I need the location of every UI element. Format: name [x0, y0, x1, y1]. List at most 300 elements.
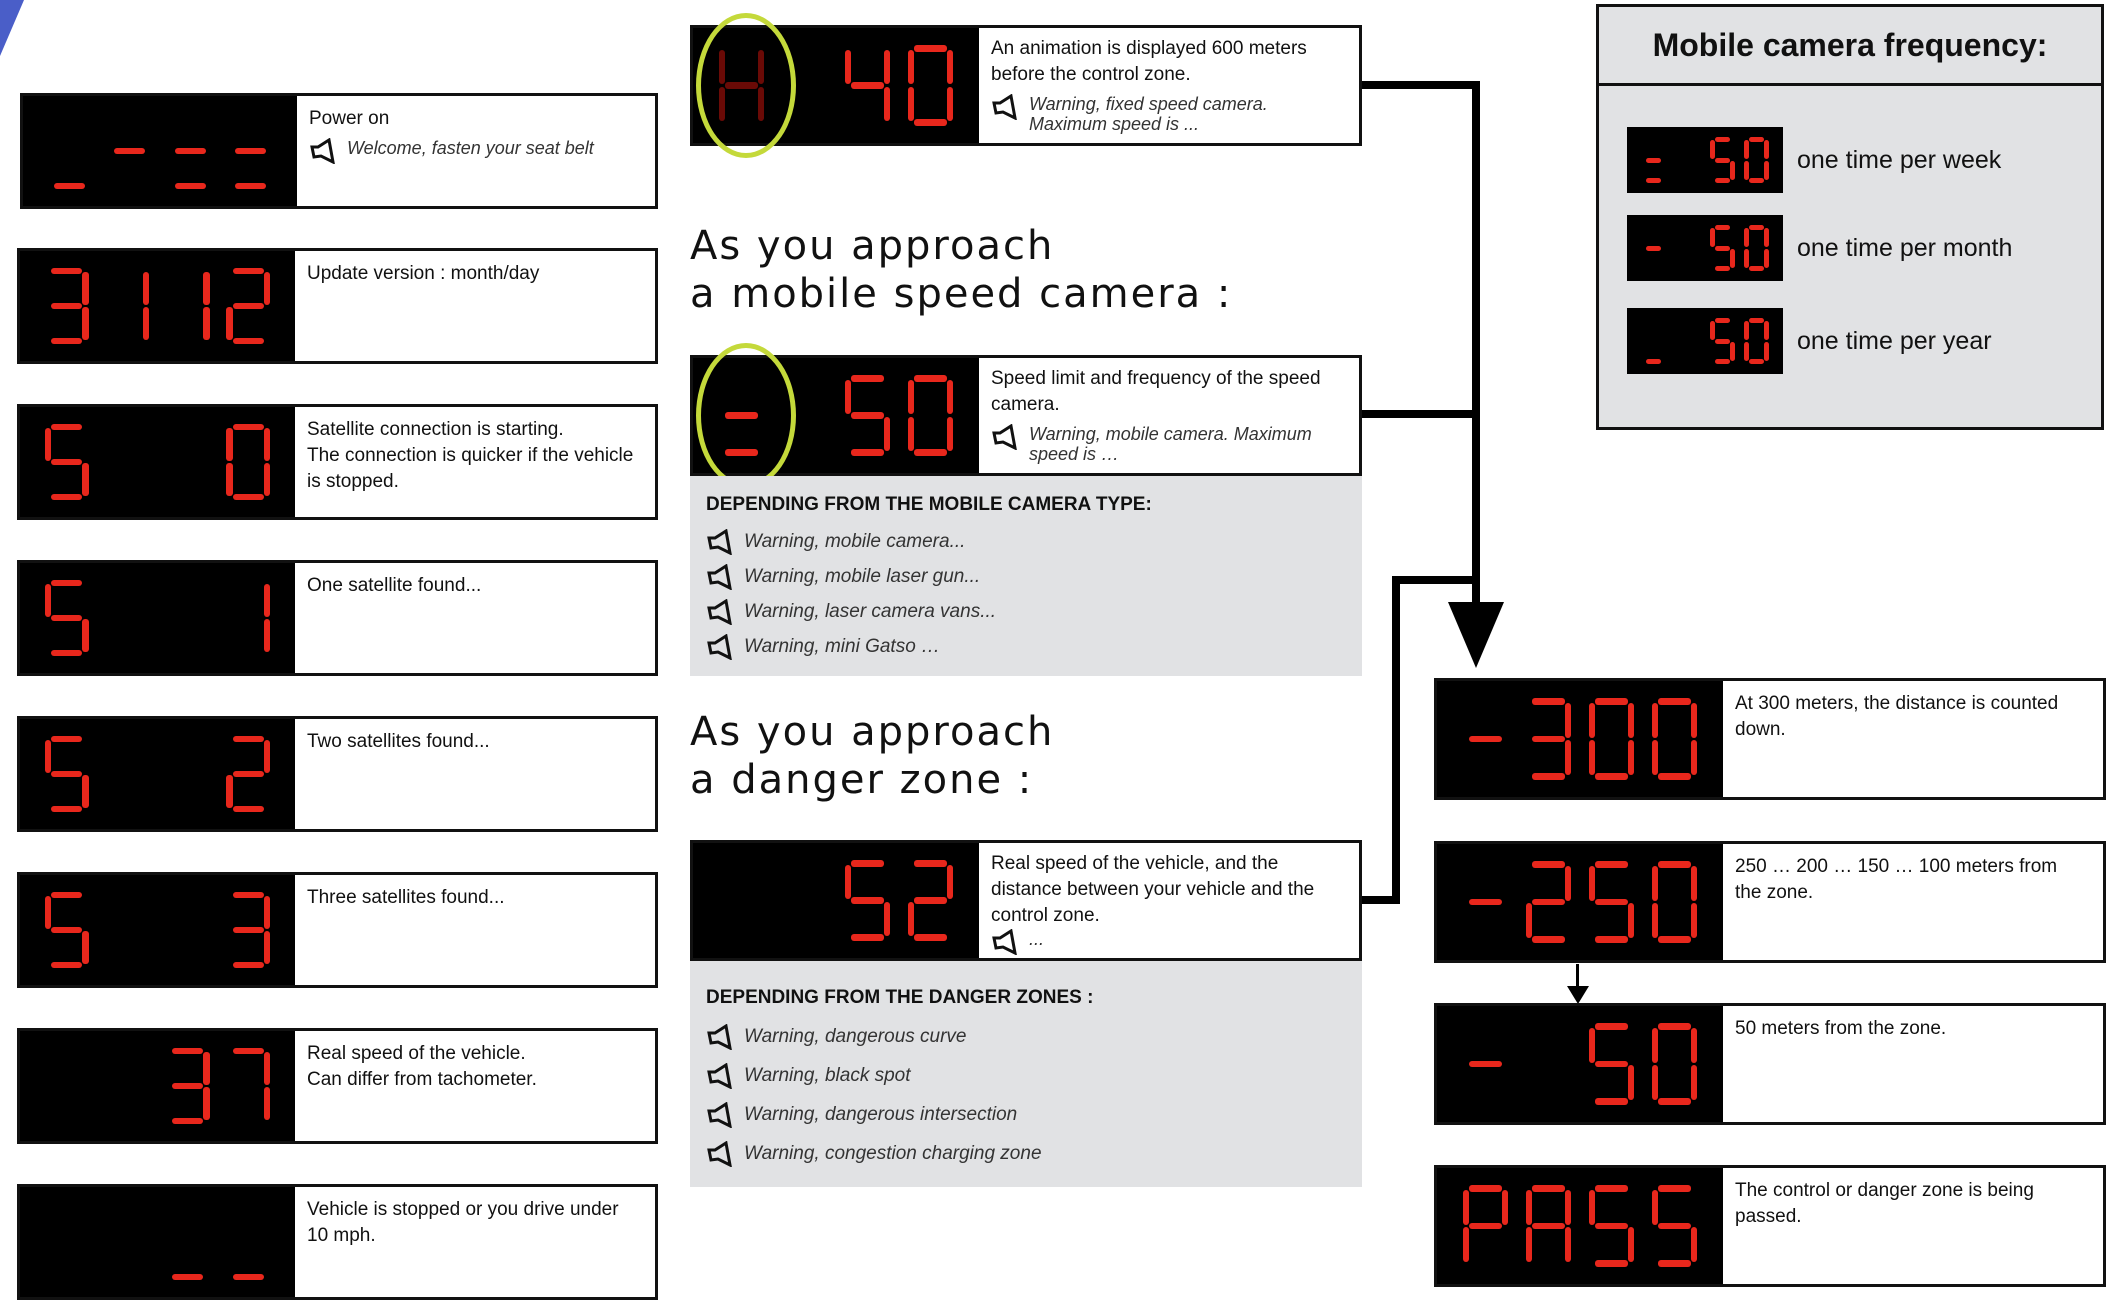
right-card-1 [1434, 841, 2106, 963]
corner-decoration [0, 0, 30, 60]
list-item: Warning, mobile camera... [744, 530, 966, 552]
led-segment [175, 148, 206, 154]
card-desc: Real speed of the vehicle. [307, 1043, 526, 1064]
led-segment [1595, 1098, 1628, 1104]
led-segment [1764, 140, 1769, 159]
led-segment [1589, 1028, 1595, 1063]
led-segment [1691, 740, 1697, 775]
card-desc: Two satellites found... [307, 731, 490, 752]
led-segment [172, 1083, 203, 1089]
led-segment [1658, 1098, 1691, 1104]
led-segment [1744, 249, 1749, 268]
speaker-icon [706, 564, 736, 590]
list-item: Warning, dangerous intersection [744, 1103, 1018, 1125]
led-segment [1463, 1227, 1469, 1262]
led-segment [51, 892, 82, 898]
led-segment [114, 148, 145, 154]
led-segment [264, 584, 270, 617]
led-segment [1526, 1227, 1532, 1262]
led-segment [51, 268, 82, 274]
led-display [23, 96, 297, 206]
voice-message: ... [1029, 929, 1045, 949]
led-segment [1744, 228, 1749, 247]
led-segment [1532, 773, 1565, 779]
led-segment [264, 896, 270, 929]
led-segment [264, 1052, 270, 1085]
led-segment [1589, 703, 1595, 738]
led-segment [226, 307, 232, 340]
led-segment [143, 272, 149, 305]
led-segment [1565, 1190, 1571, 1225]
led-segment [1744, 161, 1749, 180]
card-desc: One satellite found... [307, 575, 482, 596]
led-segment [1691, 903, 1697, 938]
led-segment [1502, 1190, 1508, 1225]
card-desc: Three satellites found... [307, 887, 505, 908]
speaker-icon [706, 529, 736, 555]
led-segment [1463, 1190, 1469, 1225]
connector [1392, 576, 1400, 904]
led-segment [1715, 158, 1730, 163]
led-segment [1595, 861, 1628, 867]
led-segment [1764, 321, 1769, 340]
led-segment [172, 1118, 203, 1124]
left-card-6 [17, 1028, 658, 1144]
led-segment [264, 272, 270, 305]
led-segment [226, 775, 232, 808]
led-segment [1730, 342, 1735, 361]
led-segment [226, 428, 232, 461]
led-segment [1595, 1260, 1628, 1266]
led-segment [1764, 228, 1769, 247]
led-segment [51, 303, 82, 309]
led-segment [1691, 866, 1697, 901]
card-desc: before the control zone. [991, 64, 1191, 85]
led-segment [1589, 740, 1595, 775]
frequency-label: one time per week [1797, 145, 2002, 174]
led-segment [264, 931, 270, 964]
led-segment [908, 417, 914, 452]
frequency-title: Mobile camera frequency: [1599, 7, 2101, 86]
led-segment [233, 962, 264, 968]
led-segment [1532, 736, 1565, 742]
card-desc: 50 meters from the zone. [1735, 1018, 1947, 1039]
speaker-icon [991, 424, 1021, 450]
led-segment [884, 902, 890, 937]
led-segment [1730, 161, 1735, 180]
led-segment [1526, 1190, 1532, 1225]
led-segment [51, 424, 82, 430]
led-segment [1646, 359, 1661, 364]
list-item: Warning, laser camera vans... [744, 600, 997, 622]
led-segment [1691, 1065, 1697, 1100]
led-segment [1646, 158, 1661, 163]
led-segment [82, 272, 88, 305]
led-segment [1715, 137, 1730, 142]
led-segment [908, 50, 914, 85]
left-card-1 [17, 248, 658, 364]
led-segment [947, 865, 953, 900]
led-display [20, 1031, 295, 1141]
led-segment [226, 463, 232, 496]
led-segment [1652, 703, 1658, 738]
led-segment [54, 183, 85, 189]
speaker-icon [991, 929, 1021, 955]
frequency-row [1627, 215, 2012, 281]
list-item: Warning, black spot [744, 1064, 911, 1086]
card-desc: camera. [991, 394, 1060, 415]
connector [1392, 576, 1478, 584]
led-display [20, 251, 295, 361]
led-segment [51, 806, 82, 812]
led-segment [51, 927, 82, 933]
list-item: Warning, mini Gatso … [744, 635, 941, 657]
led-segment [264, 1087, 270, 1120]
led-segment [947, 417, 953, 452]
voice-message: Welcome, fasten your seat belt [347, 138, 594, 158]
frequency-row [1627, 127, 2001, 193]
led-segment [51, 771, 82, 777]
heading-line: As you approach [690, 709, 1055, 755]
card-desc: control zone. [991, 905, 1100, 926]
led-segment [1589, 866, 1595, 901]
card-desc: passed. [1735, 1206, 1802, 1227]
led-segment [1691, 1227, 1697, 1262]
led-segment [1658, 1185, 1691, 1191]
led-segment [1469, 1223, 1502, 1229]
frequency-row [1627, 308, 1992, 374]
led-segment [82, 931, 88, 964]
connector [1362, 410, 1478, 418]
led-segment [1715, 339, 1730, 344]
left-card-7 [17, 1184, 658, 1300]
panel-title: DEPENDING FROM THE DANGER ZONES : [706, 987, 1094, 1008]
led-segment [1658, 861, 1691, 867]
frequency-label: one time per month [1797, 233, 2013, 262]
voice-message: Warning, fixed speed camera. Maximum speed is ... [1029, 94, 1268, 134]
led-segment [1749, 359, 1764, 364]
heading-line: As you approach [690, 223, 1055, 269]
led-segment [51, 494, 82, 500]
led-segment [233, 736, 264, 742]
speaker-icon [706, 599, 736, 625]
led-segment [851, 934, 884, 940]
led-segment [233, 268, 264, 274]
led-segment [1730, 249, 1735, 268]
led-segment [1595, 1223, 1628, 1229]
led-segment [914, 934, 947, 940]
led-segment [1715, 318, 1730, 323]
led-segment [908, 902, 914, 937]
led-segment [1715, 225, 1730, 230]
mobile-heading [690, 222, 1232, 318]
led-display [693, 843, 979, 958]
led-segment [851, 860, 884, 866]
led-segment [45, 428, 51, 461]
led-segment [947, 87, 953, 122]
led-segment [51, 650, 82, 656]
led-segment [233, 927, 264, 933]
led-segment [851, 449, 884, 455]
danger-types-panel [690, 961, 1362, 1187]
led-segment [1764, 161, 1769, 180]
led-segment [914, 860, 947, 866]
led-segment [1658, 698, 1691, 704]
led-segment [233, 494, 264, 500]
led-display [1627, 308, 1783, 374]
led-segment [143, 307, 149, 340]
led-segment [82, 775, 88, 808]
led-segment [172, 1048, 203, 1054]
led-segment [1652, 903, 1658, 938]
card-desc: At 300 meters, the distance is counted [1735, 693, 2059, 714]
led-segment [82, 463, 88, 496]
led-segment [1691, 703, 1697, 738]
led-segment [1532, 1185, 1565, 1191]
led-segment [1532, 861, 1565, 867]
led-display [20, 1187, 295, 1297]
led-segment [82, 619, 88, 652]
led-segment [51, 338, 82, 344]
highlight-ring [696, 13, 796, 158]
card-desc: The connection is quicker if the vehicle [307, 445, 634, 466]
led-segment [914, 119, 947, 125]
danger-heading [690, 708, 1054, 804]
led-segment [233, 338, 264, 344]
led-segment [845, 865, 851, 900]
led-segment [914, 449, 947, 455]
led-segment [51, 459, 82, 465]
heading-line: a mobile speed camera : [690, 271, 1233, 317]
led-segment [45, 896, 51, 929]
led-display [1627, 215, 1783, 281]
led-segment [203, 272, 209, 305]
led-segment [1652, 740, 1658, 775]
led-segment [1628, 740, 1634, 775]
led-segment [884, 417, 890, 452]
led-segment [1595, 773, 1628, 779]
card-desc: distance between your vehicle and the [991, 879, 1315, 900]
speaker-icon [706, 1063, 736, 1089]
led-segment [851, 412, 884, 418]
speaker-icon [706, 1141, 736, 1167]
led-segment [1628, 703, 1634, 738]
led-segment [45, 584, 51, 617]
led-segment [1469, 1061, 1502, 1067]
led-segment [1715, 359, 1730, 364]
led-segment [1628, 1227, 1634, 1262]
led-segment [1628, 1065, 1634, 1100]
led-segment [1744, 321, 1749, 340]
led-segment [1595, 1023, 1628, 1029]
led-segment [1628, 903, 1634, 938]
led-segment [1658, 1260, 1691, 1266]
led-segment [908, 87, 914, 122]
connector [1362, 81, 1478, 89]
led-segment [1744, 342, 1749, 361]
left-card-0 [20, 93, 658, 209]
led-segment [1652, 866, 1658, 901]
list-item: Warning, congestion charging zone [744, 1142, 1042, 1164]
led-segment [233, 892, 264, 898]
speaker-icon [991, 94, 1021, 120]
frequency-box [1596, 4, 2104, 430]
led-display [1437, 844, 1723, 960]
led-segment [1565, 866, 1571, 901]
led-segment [51, 962, 82, 968]
left-card-5 [17, 872, 658, 988]
led-segment [1532, 936, 1565, 942]
led-segment [1565, 740, 1571, 775]
card-desc: the zone. [1735, 882, 1814, 903]
led-display [20, 719, 295, 829]
right-card-2 [1434, 1003, 2106, 1125]
card-desc: down. [1735, 719, 1786, 740]
led-segment [1646, 178, 1661, 183]
list-item: Warning, dangerous curve [744, 1025, 967, 1047]
led-segment [203, 1052, 209, 1085]
panel-title: DEPENDING FROM THE MOBILE CAMERA TYPE: [706, 494, 1152, 515]
led-segment [233, 771, 264, 777]
led-segment [1532, 899, 1565, 905]
card-desc: Satellite connection is starting. [307, 419, 564, 440]
led-segment [1764, 342, 1769, 361]
led-segment [1749, 266, 1764, 271]
led-segment [1710, 140, 1715, 159]
led-segment [235, 183, 266, 189]
frequency-label: one time per year [1797, 326, 1992, 355]
voice-message: Warning, mobile camera. Maximum speed is … [1029, 424, 1312, 464]
led-segment [45, 740, 51, 773]
left-card-2 [17, 404, 658, 520]
led-segment [82, 307, 88, 340]
led-segment [1565, 703, 1571, 738]
card-desc: 250 … 200 … 150 … 100 meters from [1735, 856, 2058, 877]
led-segment [1652, 1028, 1658, 1063]
led-segment [1715, 266, 1730, 271]
led-segment [1469, 899, 1502, 905]
left-card-3 [17, 560, 658, 676]
led-segment [1749, 318, 1764, 323]
left-card-4 [17, 716, 658, 832]
speaker-icon [309, 138, 339, 164]
connector [1362, 896, 1400, 904]
led-segment [172, 1274, 203, 1280]
led-segment [1764, 249, 1769, 268]
card-desc: Vehicle is stopped or you drive under [307, 1199, 619, 1220]
led-segment [1526, 903, 1532, 938]
led-segment [851, 82, 884, 88]
led-segment [264, 428, 270, 461]
led-segment [203, 307, 209, 340]
led-segment [1691, 1028, 1697, 1063]
card-desc: Speed limit and frequency of the speed [991, 368, 1321, 389]
led-segment [1589, 1190, 1595, 1225]
led-segment [914, 375, 947, 381]
led-segment [1715, 246, 1730, 251]
led-display [1437, 1168, 1723, 1284]
led-segment [1595, 698, 1628, 704]
led-segment [908, 380, 914, 415]
led-segment [175, 183, 206, 189]
led-segment [884, 87, 890, 122]
card-desc: Update version : month/day [307, 263, 540, 284]
led-segment [1658, 773, 1691, 779]
speaker-icon [706, 1102, 736, 1128]
led-segment [1595, 936, 1628, 942]
led-segment [233, 1048, 264, 1054]
led-segment [1710, 321, 1715, 340]
led-segment [1744, 140, 1749, 159]
led-display [20, 407, 295, 517]
led-segment [233, 1274, 264, 1280]
led-segment [1595, 899, 1628, 905]
led-segment [1595, 1185, 1628, 1191]
right-card-0 [1434, 678, 2106, 800]
led-segment [1565, 1227, 1571, 1262]
led-segment [851, 375, 884, 381]
led-segment [1469, 1185, 1502, 1191]
led-segment [1652, 1065, 1658, 1100]
led-segment [1595, 1061, 1628, 1067]
led-segment [1646, 246, 1661, 251]
led-segment [947, 380, 953, 415]
led-display [20, 563, 295, 673]
led-segment [1710, 228, 1715, 247]
led-segment [845, 380, 851, 415]
led-display [1627, 127, 1783, 193]
led-segment [1749, 137, 1764, 142]
card-desc: 10 mph. [307, 1225, 376, 1246]
led-segment [851, 897, 884, 903]
led-segment [1749, 178, 1764, 183]
led-segment [264, 740, 270, 773]
card-desc: The control or danger zone is being [1735, 1180, 2034, 1201]
card-desc: Real speed of the vehicle, and the [991, 853, 1279, 874]
card-desc: Can differ from tachometer. [307, 1069, 537, 1090]
led-segment [1532, 1223, 1565, 1229]
led-segment [235, 148, 266, 154]
right-card-3 [1434, 1165, 2106, 1287]
led-display [1437, 681, 1723, 797]
card-desc: is stopped. [307, 471, 399, 492]
connector [1472, 81, 1480, 623]
arrow-down-icon [1448, 602, 1504, 670]
led-segment [51, 615, 82, 621]
led-segment [884, 50, 890, 85]
speaker-icon [706, 634, 736, 660]
led-segment [51, 580, 82, 586]
mobile-types-panel [690, 476, 1362, 676]
led-segment [914, 897, 947, 903]
led-segment [1715, 178, 1730, 183]
led-segment [1652, 1190, 1658, 1225]
led-segment [1658, 1023, 1691, 1029]
speaker-icon [706, 1024, 736, 1050]
led-segment [203, 1087, 209, 1120]
heading-line: a danger zone : [690, 757, 1034, 803]
danger-zone-card [690, 840, 1362, 961]
card-desc: An animation is displayed 600 meters [991, 38, 1307, 59]
led-segment [914, 45, 947, 51]
led-segment [233, 806, 264, 812]
led-segment [947, 50, 953, 85]
led-segment [264, 463, 270, 496]
led-display [1437, 1006, 1723, 1122]
led-segment [1469, 736, 1502, 742]
led-display [20, 875, 295, 985]
led-segment [1749, 225, 1764, 230]
